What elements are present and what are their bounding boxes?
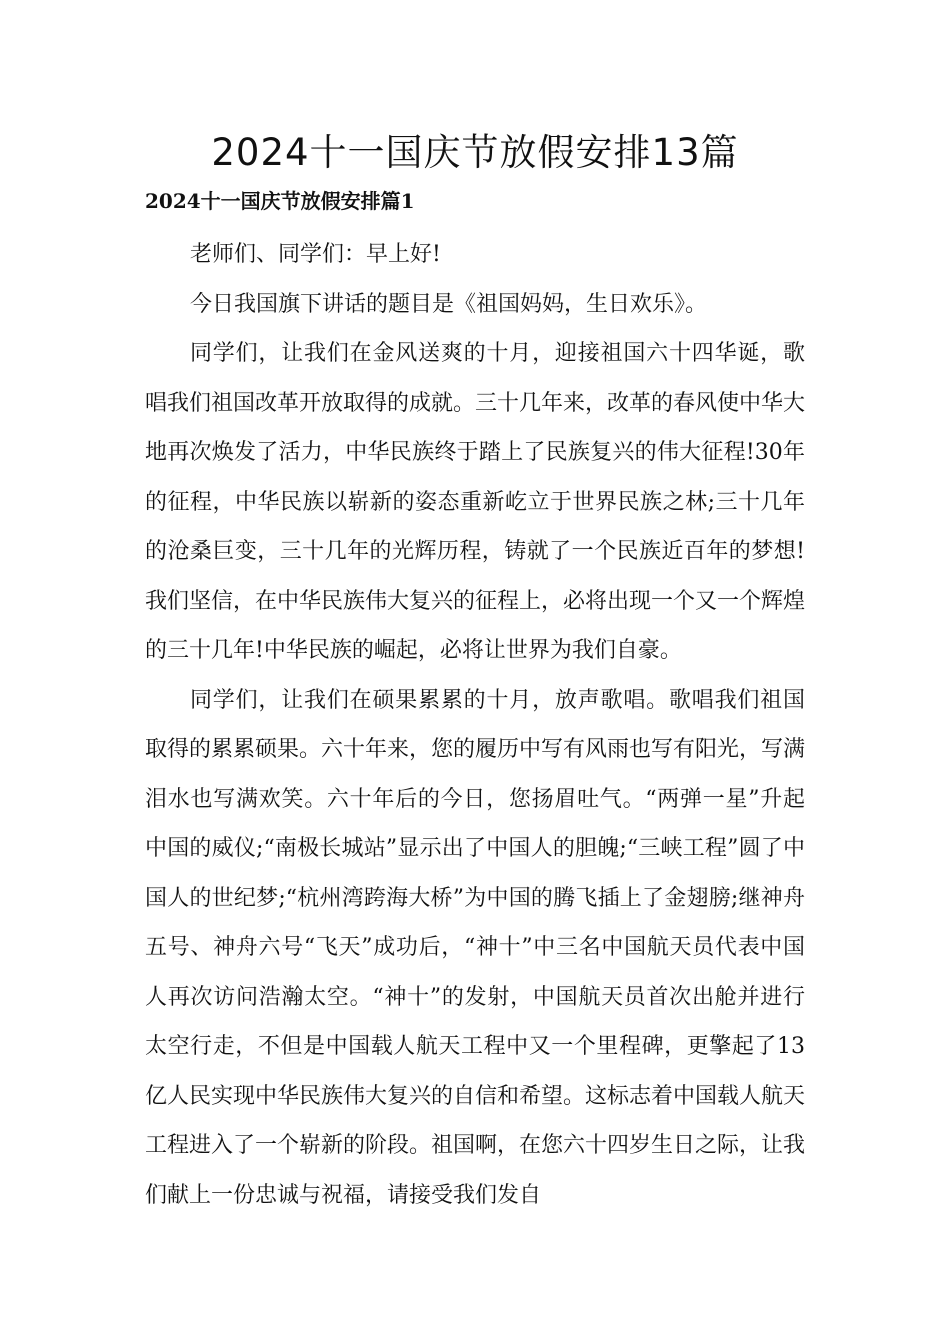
- paragraph-reform: 同学们，让我们在金风送爽的十月，迎接祖国六十四华诞，歌唱我们祖国改革开放取得的成就。三十几年来，改革的春风使中华大地再次焕发了活力，中华民族终于踏上了民族复兴的伟大征程!30年的征程，中华民族以崭新的姿态重新屹立于世界民族之林;三十几年的沧桑巨变，三十几年的光辉历程，铸就了一个民族近百年的梦想!我们坚信，在中华民族伟大复兴的征程上，必将出现一个又一个辉煌的三十几年!中华民族的崛起，必将让世界为我们自豪。: [145, 341, 806, 663]
- paragraph-greeting: 老师们、同学们：早上好!: [190, 242, 441, 267]
- section-heading: 2024十一国庆节放假安排篇1: [145, 189, 415, 213]
- paragraph-achievements: 同学们，让我们在硕果累累的十月，放声歌唱。歌唱我们祖国取得的累累硕果。六十年来，您的履历中写有风雨也写有阳光，写满泪水也写满欢笑。六十年后的今日，您扬眉吐气。“两弹一星”升起中国的威仪;“南极长城站”显示出了中国人的胆魄;“三峡工程”圆了中国人的世纪梦;“杭州湾跨海大桥”为中国的腾飞插上了金翅膀;继神舟五号、神舟六号“飞天”成功后，“神十”中三名中国航天员代表中国人再次访问浩瀚太空。“神十”的发射，中国航天员首次出舱并进行太空行走，不但是中国载人航天工程中又一个里程碑，更擎起了13亿人民实现中华民族伟大复兴的自信和希望。这标志着中国载人航天工程进入了一个崭新的阶段。祖国啊，在您六十四岁生日之际，让我们献上一份忠诚与祝福，请接受我们发自: [145, 687, 806, 1208]
- document-body: [145, 230, 805, 1220]
- document-title: 2024十一国庆节放假安排13篇: [211, 131, 739, 174]
- paragraph-topic: 今日我国旗下讲话的题目是《祖国妈妈，生日欢乐》。: [190, 291, 708, 317]
